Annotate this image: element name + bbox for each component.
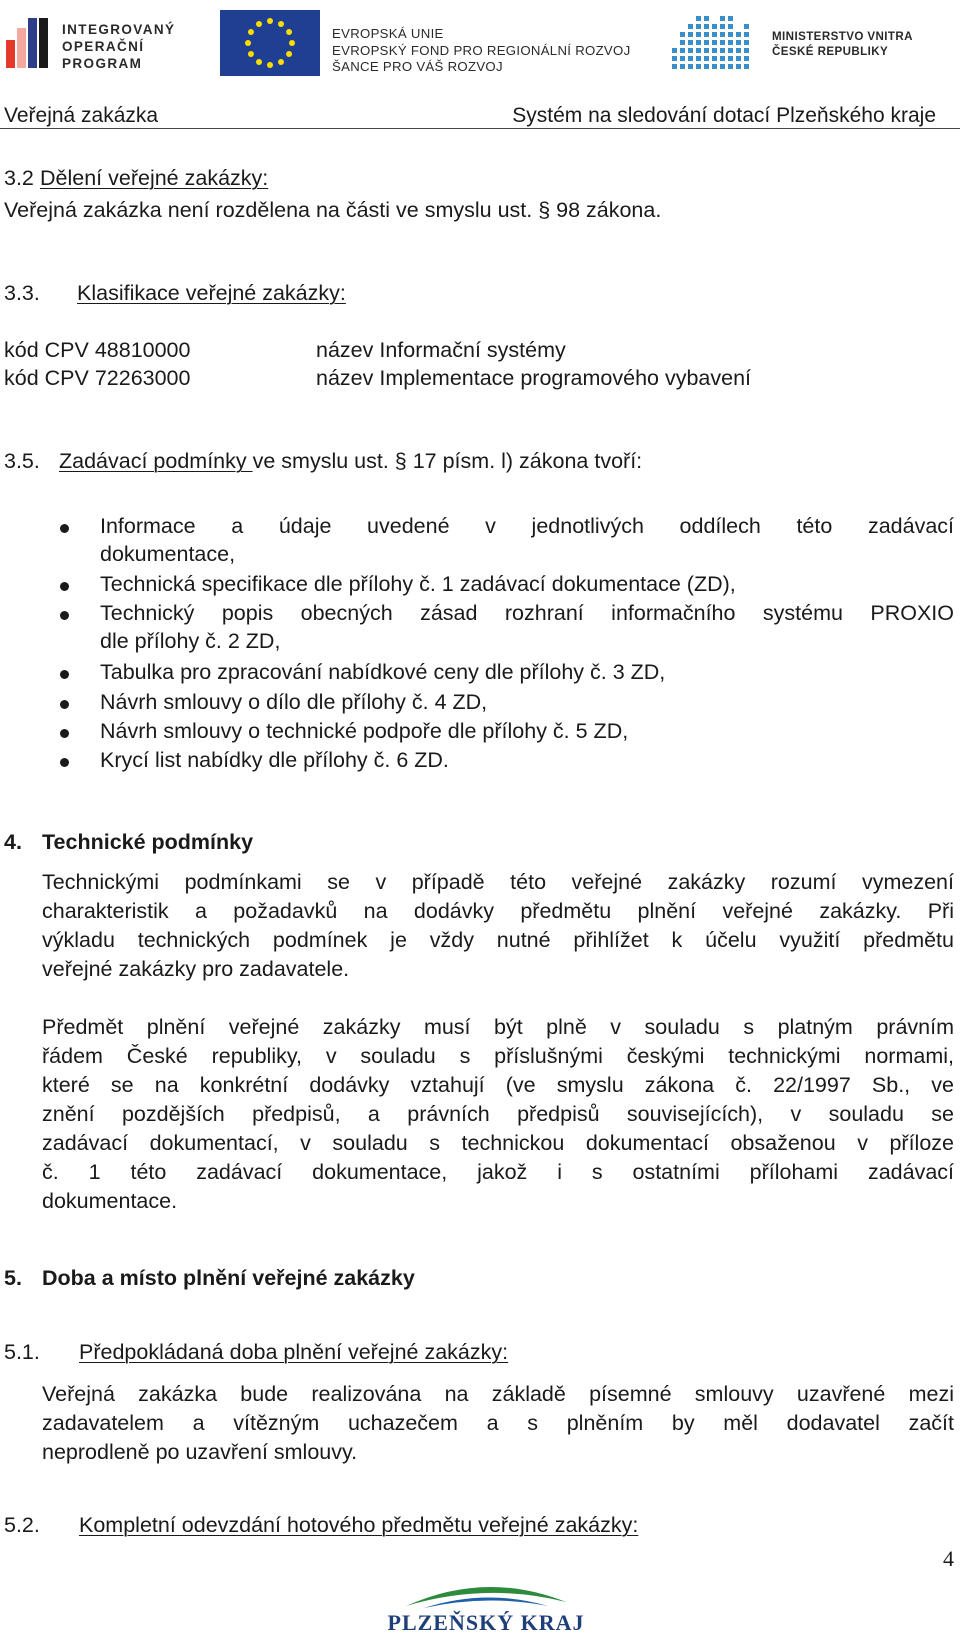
section-5-1-line-3: neprodleně po uzavření smlouvy. bbox=[42, 1440, 358, 1464]
eu-text-line-3: ŠANCE PRO VÁŠ ROZVOJ bbox=[332, 59, 503, 74]
section-4-p2-line-5: zadávací dokumentací, v souladu s technickou dokumentací obsaženou v příloze bbox=[42, 1131, 954, 1155]
section-5-1-line-2: zadavatelem a vítězným uchazečem a s plněním by měl dodavatel začít bbox=[42, 1411, 954, 1435]
section-4-heading: Technické podmínky bbox=[42, 830, 254, 854]
ministry-logo-icon bbox=[672, 12, 752, 70]
section-5-number: 5. bbox=[4, 1266, 22, 1290]
header-divider bbox=[0, 128, 960, 129]
section-5-1-heading: Předpokládaná doba plnění veřejné zakázky: bbox=[79, 1340, 509, 1364]
list-item-3-line-2: dle přílohy č. 2 ZD, bbox=[100, 629, 281, 653]
list-item-1-line-1: Informace a údaje uvedené v jednotlivých oddílech této zadávací bbox=[100, 514, 954, 538]
cpv-name-2: název Implementace programového vybavení bbox=[316, 366, 752, 390]
section-4-p1-line-3: výkladu technických podmínek je vždy nutné přihlížet k účelu využití předmětu bbox=[42, 928, 954, 952]
cpv-code-2: kód CPV 72263000 bbox=[4, 366, 191, 390]
bullet-icon bbox=[60, 729, 69, 738]
list-item-7: Krycí list nabídky dle přílohy č. 6 ZD. bbox=[100, 748, 449, 772]
ministry-text-line-2: ČESKÉ REPUBLIKY bbox=[772, 44, 889, 58]
section-3-3-heading: Klasifikace veřejné zakázky: bbox=[77, 281, 346, 305]
bullet-icon bbox=[60, 524, 69, 533]
list-item-4: Tabulka pro zpracování nabídkové ceny dle přílohy č. 3 ZD, bbox=[100, 660, 666, 684]
section-4-p2-line-7: dokumentace. bbox=[42, 1189, 178, 1213]
section-3-2-number: 3.2 bbox=[4, 166, 34, 190]
section-3-5-heading-underlined: Zadávací podmínky bbox=[59, 449, 253, 473]
iop-logo-line-1: INTEGROVANÝ bbox=[62, 22, 176, 37]
section-3-2-heading: Dělení veřejné zakázky: bbox=[40, 166, 269, 190]
section-5-heading: Doba a místo plnění veřejné zakázky bbox=[42, 1266, 415, 1290]
section-5-1-line-1: Veřejná zakázka bude realizována na základě písemné smlouvy uzavřené mezi bbox=[42, 1382, 954, 1406]
page-number: 4 bbox=[943, 1546, 954, 1571]
section-4-p1-line-1: Technickými podmínkami se v případě této veřejné zakázky rozumí vymezení bbox=[42, 870, 954, 894]
list-item-3-line-1: Technický popis obecných zásad rozhraní informačního systému PROXIO bbox=[100, 601, 954, 625]
footer-logo-text: PLZEŇSKÝ KRAJ bbox=[387, 1610, 585, 1634]
iop-logo-line-2: OPERAČNÍ bbox=[62, 39, 145, 54]
header-right: Systém na sledování dotací Plzeňského kraje bbox=[512, 104, 936, 127]
section-4-p1-line-4: veřejné zakázky pro zadavatele. bbox=[42, 957, 350, 981]
eu-text-line-2: EVROPSKÝ FOND PRO REGIONÁLNÍ ROZVOJ bbox=[332, 42, 631, 58]
bullet-icon bbox=[60, 758, 69, 767]
list-item-1-line-2: dokumentace, bbox=[100, 542, 236, 566]
section-5-2-heading: Kompletní odevzdání hotového předmětu veřejné zakázky: bbox=[79, 1513, 639, 1537]
section-4-p2-line-2: řádem České republiky, v souladu s příslušnými českými technickými normami, bbox=[42, 1044, 954, 1068]
section-3-5-heading-rest: ve smyslu ust. § 17 písm. l) zákona tvoří: bbox=[252, 449, 643, 473]
bullet-icon bbox=[60, 670, 69, 679]
section-4-number: 4. bbox=[4, 830, 22, 854]
plzensky-kraj-logo bbox=[376, 1574, 596, 1634]
section-4-p2-line-4: znění pozdějších předpisů, a právních předpisů souvisejících), v souladu se bbox=[42, 1102, 954, 1126]
ministry-text bbox=[772, 30, 913, 59]
section-3-3-number: 3.3. bbox=[4, 281, 40, 305]
eu-text bbox=[332, 26, 630, 76]
section-4-p2-line-1: Předmět plnění veřejné zakázky musí být plně v souladu s platným právním bbox=[42, 1015, 954, 1039]
list-item-6: Návrh smlouvy o technické podpoře dle přílohy č. 5 ZD, bbox=[100, 719, 629, 743]
cpv-code-1: kód CPV 48810000 bbox=[4, 338, 191, 362]
ministry-text-line-1: MINISTERSTVO VNITRA bbox=[772, 30, 913, 43]
section-5-1-number: 5.1. bbox=[4, 1340, 40, 1364]
header-left: Veřejná zakázka bbox=[4, 104, 159, 127]
section-4-p1-line-2: charakteristik a požadavků na dodávky předmětu plnění veřejné zakázky. Při bbox=[42, 899, 954, 923]
list-item-2: Technická specifikace dle přílohy č. 1 zadávací dokumentace (ZD), bbox=[100, 572, 736, 596]
bullet-icon bbox=[60, 582, 69, 591]
section-3-5-heading bbox=[59, 447, 642, 476]
bullet-icon bbox=[60, 611, 69, 620]
eu-flag-icon bbox=[220, 10, 320, 76]
section-5-2-number: 5.2. bbox=[4, 1513, 40, 1537]
cpv-name-1: název Informační systémy bbox=[316, 338, 566, 362]
section-3-2-text: Veřejná zakázka není rozdělena na části ve smyslu ust. § 98 zákona. bbox=[4, 198, 662, 222]
section-4-p2-line-6: č. 1 této zadávací dokumentace, jakož i s ostatními přílohami zadávací bbox=[42, 1160, 954, 1184]
eu-text-line-1: EVROPSKÁ UNIE bbox=[332, 26, 444, 41]
section-4-p2-line-3: které se na konkrétní dodávky vztahují (ve smyslu zákona č. 22/1997 Sb., ve bbox=[42, 1073, 954, 1097]
bullet-icon bbox=[60, 700, 69, 709]
iop-logo bbox=[6, 14, 186, 72]
list-item-5: Návrh smlouvy o dílo dle přílohy č. 4 ZD, bbox=[100, 690, 488, 714]
section-3-5-number: 3.5. bbox=[4, 449, 40, 473]
iop-logo-line-3: PROGRAM bbox=[62, 56, 143, 71]
